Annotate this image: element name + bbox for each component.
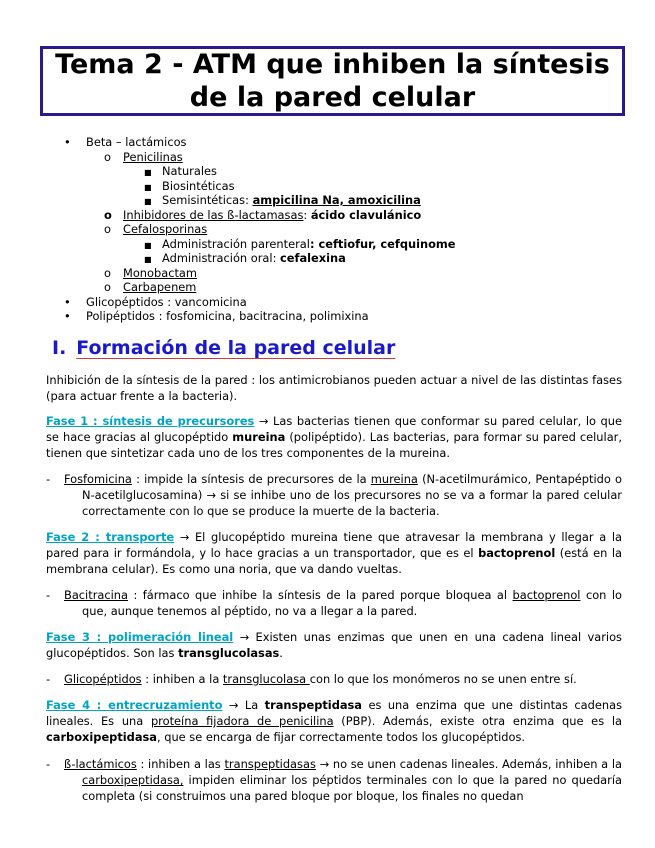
list-item [0, 135, 655, 150]
square-bullet-icon: ■ [144, 168, 152, 177]
list-item [0, 237, 655, 252]
beta-underline-2: carboxipeptidasa, [82, 773, 184, 787]
list-item [0, 280, 655, 295]
parenteral-value: : ceftiofur, cefquinome [309, 236, 456, 251]
phase-1-label: Fase 1 : síntesis de precursores [46, 414, 255, 428]
baci-label: Bacitracina [64, 588, 128, 602]
phase-2-label: Fase 2 : transporte [46, 530, 175, 544]
list-item [0, 309, 655, 324]
list-item [0, 150, 655, 165]
phase-4-label: Fase 4 : entrecruzamiento [46, 698, 223, 712]
section-number: I. [52, 337, 67, 359]
dash-bullet: - [46, 672, 51, 686]
inhib-value: ácido clavulánico [310, 207, 422, 222]
dash-bullet: - [46, 472, 51, 486]
circle-bullet-icon: o [104, 207, 112, 222]
glico-label: Glicopéptidos [64, 672, 142, 686]
list-item-text: Carbapenem [123, 280, 197, 294]
circle-bullet-icon: o [104, 280, 111, 294]
square-bullet-icon: ■ [144, 255, 152, 264]
fosfo-underline-1: mureina [370, 472, 418, 486]
list-item-text: Monobactam [123, 265, 198, 280]
list-item-text: Beta – lactámicos [86, 135, 187, 149]
phase-3-bold-1: transglucolasas [178, 646, 280, 660]
list-item [0, 164, 655, 179]
phase-1-text-2: (polipéptido). Las bacterias, para formar su pared celular, tienen que sintetizar cada uno de los tres componentes de la mureina. [46, 430, 622, 460]
phase-4-text-1: → La [222, 698, 265, 712]
list-item [0, 193, 655, 208]
baci-text-2: con lo que, aunque tenemos al péptido, no va a llegar a la pared. [82, 588, 622, 618]
section-heading [52, 337, 395, 359]
oral-label: Administración oral: [162, 251, 281, 265]
list-item-text: Cefalosporinas [123, 222, 208, 236]
phase-3-label: Fase 3 : polimeración lineal [46, 630, 234, 644]
oral-value: cefalexina [280, 251, 346, 265]
phase-4-text-4: , que se encarga de fijar correctamente todos los glucopéptidos. [156, 730, 525, 744]
square-bullet-icon: ■ [144, 182, 152, 192]
phase-3-text-1: → Existen unas enzimas que unen en una cadena lineal varios glucopéptidos. Son las [46, 630, 622, 660]
phase-4-text-3: (PBP). Además, existe otra enzima que es la [333, 714, 622, 728]
list-item-text: Biosintéticas [162, 178, 235, 193]
beta-text-1: : inhiben a las [136, 757, 225, 771]
list-item-text: Naturales [162, 164, 217, 178]
glico-text-2: con lo que los monómeros no se unen entre sí. [309, 672, 577, 686]
section-title: Formación de la pared celular [76, 337, 396, 359]
phase-1-text-1: → Las bacterias tienen que conformar su pared celular, lo que se hace gracias al glucopéptido [46, 414, 622, 444]
dash-bullet: - [46, 588, 51, 602]
baci-text-1: : fármaco que inhibe la síntesis de la pared porque bloquea al [127, 588, 513, 602]
beta-text-3: impiden eliminar los péptidos terminales con lo que la pared no quedaría completa (si construimos una pared bloque por bloque, los finales no quedan [82, 773, 622, 803]
baci-underline-1: bactoprenol [512, 588, 581, 602]
fosfo-text-1: : impide la síntesis de precursores de la [131, 472, 371, 486]
phase-4-bold-2: carboxipeptidasa [46, 730, 157, 744]
phase-4-underline-1: proteína fijadora de penicilina [150, 714, 334, 728]
list-item [0, 295, 655, 310]
phase-2-paragraph [46, 529, 622, 577]
phase-2-text-2: (está en la membrana celular). Es como una noria, que va dando vueltas. [46, 546, 622, 576]
square-bullet-icon: ■ [144, 240, 152, 250]
list-item-text: Inhibidores de las ß-lactamasas: ácido clavulánico [123, 207, 422, 222]
beta-lactamicos-text [64, 756, 622, 804]
list-item [0, 222, 655, 237]
phase-4-text-2: es una enzima que une distintas cadenas lineales. Es una [46, 698, 623, 728]
phase-2-bold-1: bactoprenol [478, 546, 556, 560]
dash-bullet: - [46, 757, 51, 771]
fosfo-label: Fosfomicina [64, 472, 132, 486]
list-item-text: Glicopéptidos : vancomicina [86, 294, 247, 309]
semi-value: ampicilina Na, amoxicilina [252, 193, 421, 207]
list-item [0, 266, 655, 281]
beta-underline-1: transpeptidasas [224, 757, 316, 771]
beta-text-2: → no se unen cadenas lineales. Además, inhiben a la [315, 757, 622, 771]
intro-paragraph: Inhibición de la síntesis de la pared : los antimicrobianos pueden actuar a nivel de las distintas fases (para actuar frente a la bacteria). [46, 373, 622, 403]
bacitracina-text [64, 587, 622, 619]
beta-lactamicos-item [46, 756, 622, 804]
list-item [0, 179, 655, 194]
beta-label: ß-lactámicos [64, 757, 137, 771]
bullet-icon: • [64, 135, 71, 149]
fosfomicina-item [46, 471, 622, 519]
inhib-label: Inhibidores de las ß-lactamasas [123, 207, 304, 222]
list-item-text: Polipéptidos : fosfomicina, bacitracina, polimixina [86, 309, 369, 323]
phase-4-bold-1: transpeptidasa [264, 698, 362, 712]
outline-list [0, 135, 655, 324]
phase-3-paragraph [46, 629, 622, 661]
list-item-text [162, 251, 346, 266]
list-item [0, 251, 655, 266]
phase-4-paragraph [46, 697, 622, 745]
fosfomicina-text [64, 471, 622, 519]
phase-3-text-2: . [279, 646, 283, 660]
circle-bullet-icon: o [104, 149, 111, 164]
semi-label: Semisintéticas: [162, 193, 253, 207]
bullet-icon: • [64, 309, 71, 323]
phase-1-bold-1: mureina [232, 430, 286, 444]
bacitracina-item [46, 587, 622, 619]
phase-1-paragraph [46, 413, 622, 461]
list-item-text [162, 237, 456, 252]
list-item-text [162, 193, 421, 208]
document-title: Tema 2 - ATM que inhiben la síntesis de la pared celular [55, 49, 610, 113]
phase-2-text-1: → El glucopéptido mureina tiene que atravesar la membrana y llegar a la pared para ir formándola, y lo hace gracias a un transportador, que es el [46, 530, 622, 560]
glicopeptidos-text [64, 671, 622, 687]
glico-text-1: : inhiben a la [141, 672, 223, 686]
glicopeptidos-item [46, 671, 622, 687]
parenteral-label: Administración parenteral [162, 236, 310, 251]
circle-bullet-icon: o [104, 222, 111, 236]
glico-underline-1: transglucolasa [222, 672, 310, 686]
square-bullet-icon: ■ [144, 197, 152, 206]
fosfo-text-2: (N-acetilmurámico, Pentapéptido o N-acetilglucosamina) → si se inhibe uno de los precursores no se va a formar la pared celular correctamente con lo que se produce la muerte de la bacteria. [82, 472, 622, 518]
list-item-text: Penicilinas [123, 149, 183, 164]
circle-bullet-icon: o [104, 265, 111, 280]
title-box [40, 46, 625, 116]
list-item [0, 208, 655, 223]
bullet-icon: • [64, 294, 71, 309]
